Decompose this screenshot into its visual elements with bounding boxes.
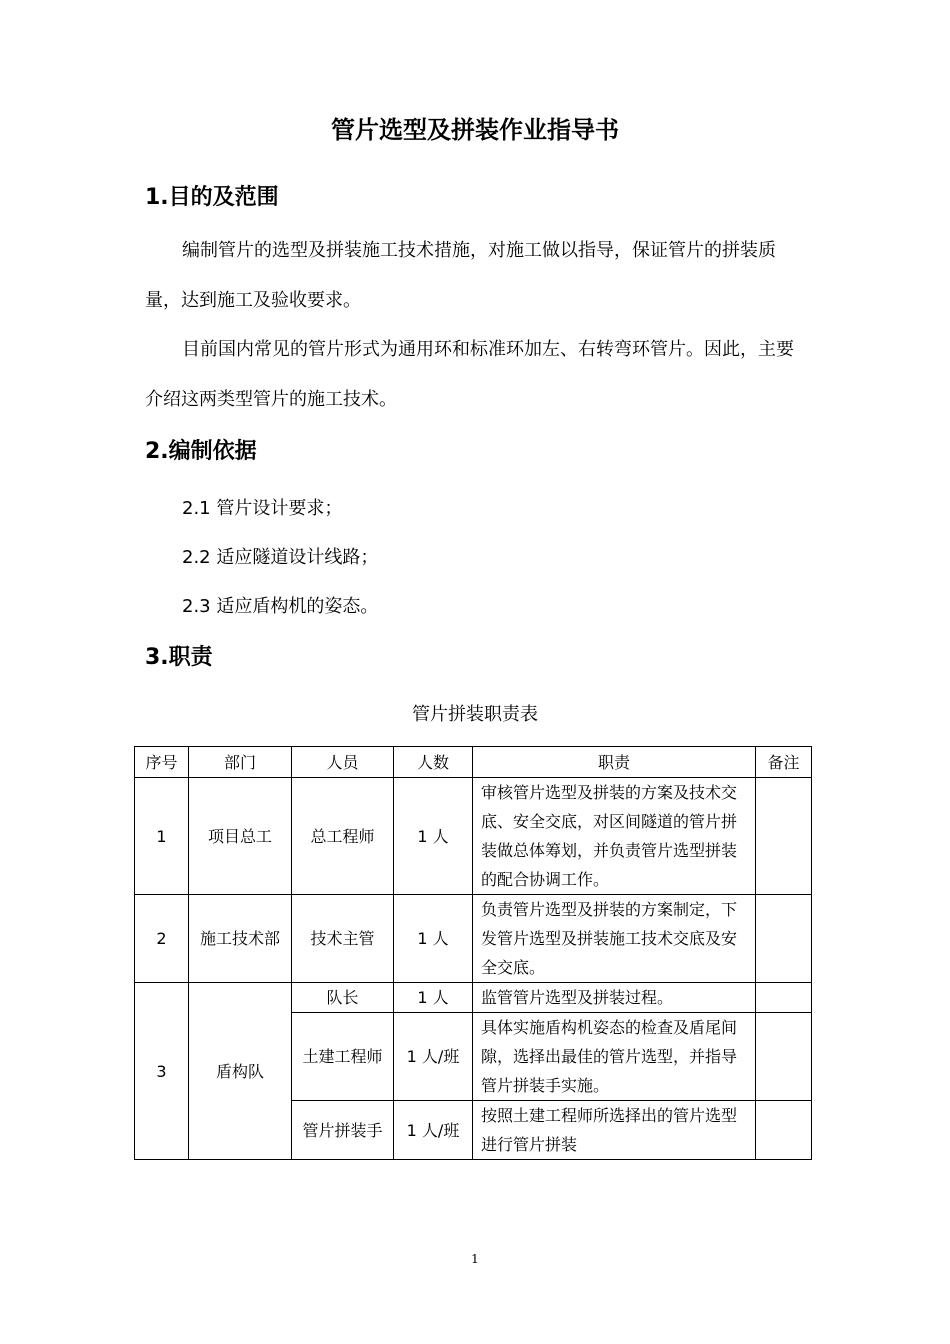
cell-person: 总工程师 xyxy=(292,778,394,895)
cell-duty: 具体实施盾构机姿态的检查及盾尾间隙，选择出最佳的管片选型，并指导管片拼装手实施。 xyxy=(473,1013,756,1101)
cell-no: 1 xyxy=(135,778,189,895)
cell-count: 1 人 xyxy=(394,895,473,983)
cell-no: 3 xyxy=(135,983,189,1160)
cell-person: 队长 xyxy=(292,983,394,1013)
cell-note xyxy=(756,895,812,983)
cell-duty: 监管管片选型及拼装过程。 xyxy=(473,983,756,1013)
cell-duty: 按照土建工程师所选择出的管片选型进行管片拼装 xyxy=(473,1101,756,1160)
table-row xyxy=(135,895,812,983)
column-header-note: 备注 xyxy=(756,747,812,778)
column-header-person: 人员 xyxy=(292,747,394,778)
section-1-heading: 1.目的及范围 xyxy=(145,185,279,210)
column-header-no: 序号 xyxy=(135,747,189,778)
page-number: 1 xyxy=(471,1252,479,1266)
cell-person: 土建工程师 xyxy=(292,1013,394,1101)
section-2-heading: 2.编制依据 xyxy=(145,439,257,464)
duty-table xyxy=(134,746,812,1160)
cell-note xyxy=(756,1013,812,1101)
cell-note xyxy=(756,983,812,1013)
table-row xyxy=(135,983,812,1013)
section-1-paragraph-1: 编制管片的选型及拼装施工技术措施，对施工做以指导，保证管片的拼装质量，达到施工及验收要求。 xyxy=(145,240,776,311)
table-header-row xyxy=(135,747,812,778)
document-title: 管片选型及拼装作业指导书 xyxy=(331,116,619,144)
section-2-item: 2.2 适应隧道设计线路； xyxy=(182,547,379,568)
cell-note xyxy=(756,1101,812,1160)
column-header-duty: 职责 xyxy=(473,747,756,778)
cell-count: 1 人 xyxy=(394,778,473,895)
section-3-heading: 3.职责 xyxy=(145,645,213,670)
cell-count: 1 人 xyxy=(394,983,473,1013)
cell-dept: 项目总工 xyxy=(189,778,292,895)
section-2-item: 2.1 管片设计要求； xyxy=(182,498,343,519)
table-caption: 管片拼装职责表 xyxy=(412,704,538,725)
column-header-count: 人数 xyxy=(394,747,473,778)
section-1-paragraph-2: 目前国内常见的管片形式为通用环和标准环加左、右转弯环管片。因此，主要介绍这两类型管片的施工技术。 xyxy=(145,339,794,410)
section-2-item: 2.3 适应盾构机的姿态。 xyxy=(182,596,379,617)
cell-duty: 负责管片选型及拼装的方案制定，下发管片选型及拼装施工技术交底及安全交底。 xyxy=(473,895,756,983)
column-header-dept: 部门 xyxy=(189,747,292,778)
cell-person: 技术主管 xyxy=(292,895,394,983)
cell-duty: 审核管片选型及拼装的方案及技术交底、安全交底，对区间隧道的管片拼装做总体筹划，并负责管片选型拼装的配合协调工作。 xyxy=(473,778,756,895)
cell-count: 1 人/班 xyxy=(394,1013,473,1101)
cell-note xyxy=(756,778,812,895)
cell-dept: 施工技术部 xyxy=(189,895,292,983)
table-row xyxy=(135,778,812,895)
cell-person: 管片拼装手 xyxy=(292,1101,394,1160)
cell-dept: 盾构队 xyxy=(189,983,292,1160)
cell-no: 2 xyxy=(135,895,189,983)
cell-count: 1 人/班 xyxy=(394,1101,473,1160)
